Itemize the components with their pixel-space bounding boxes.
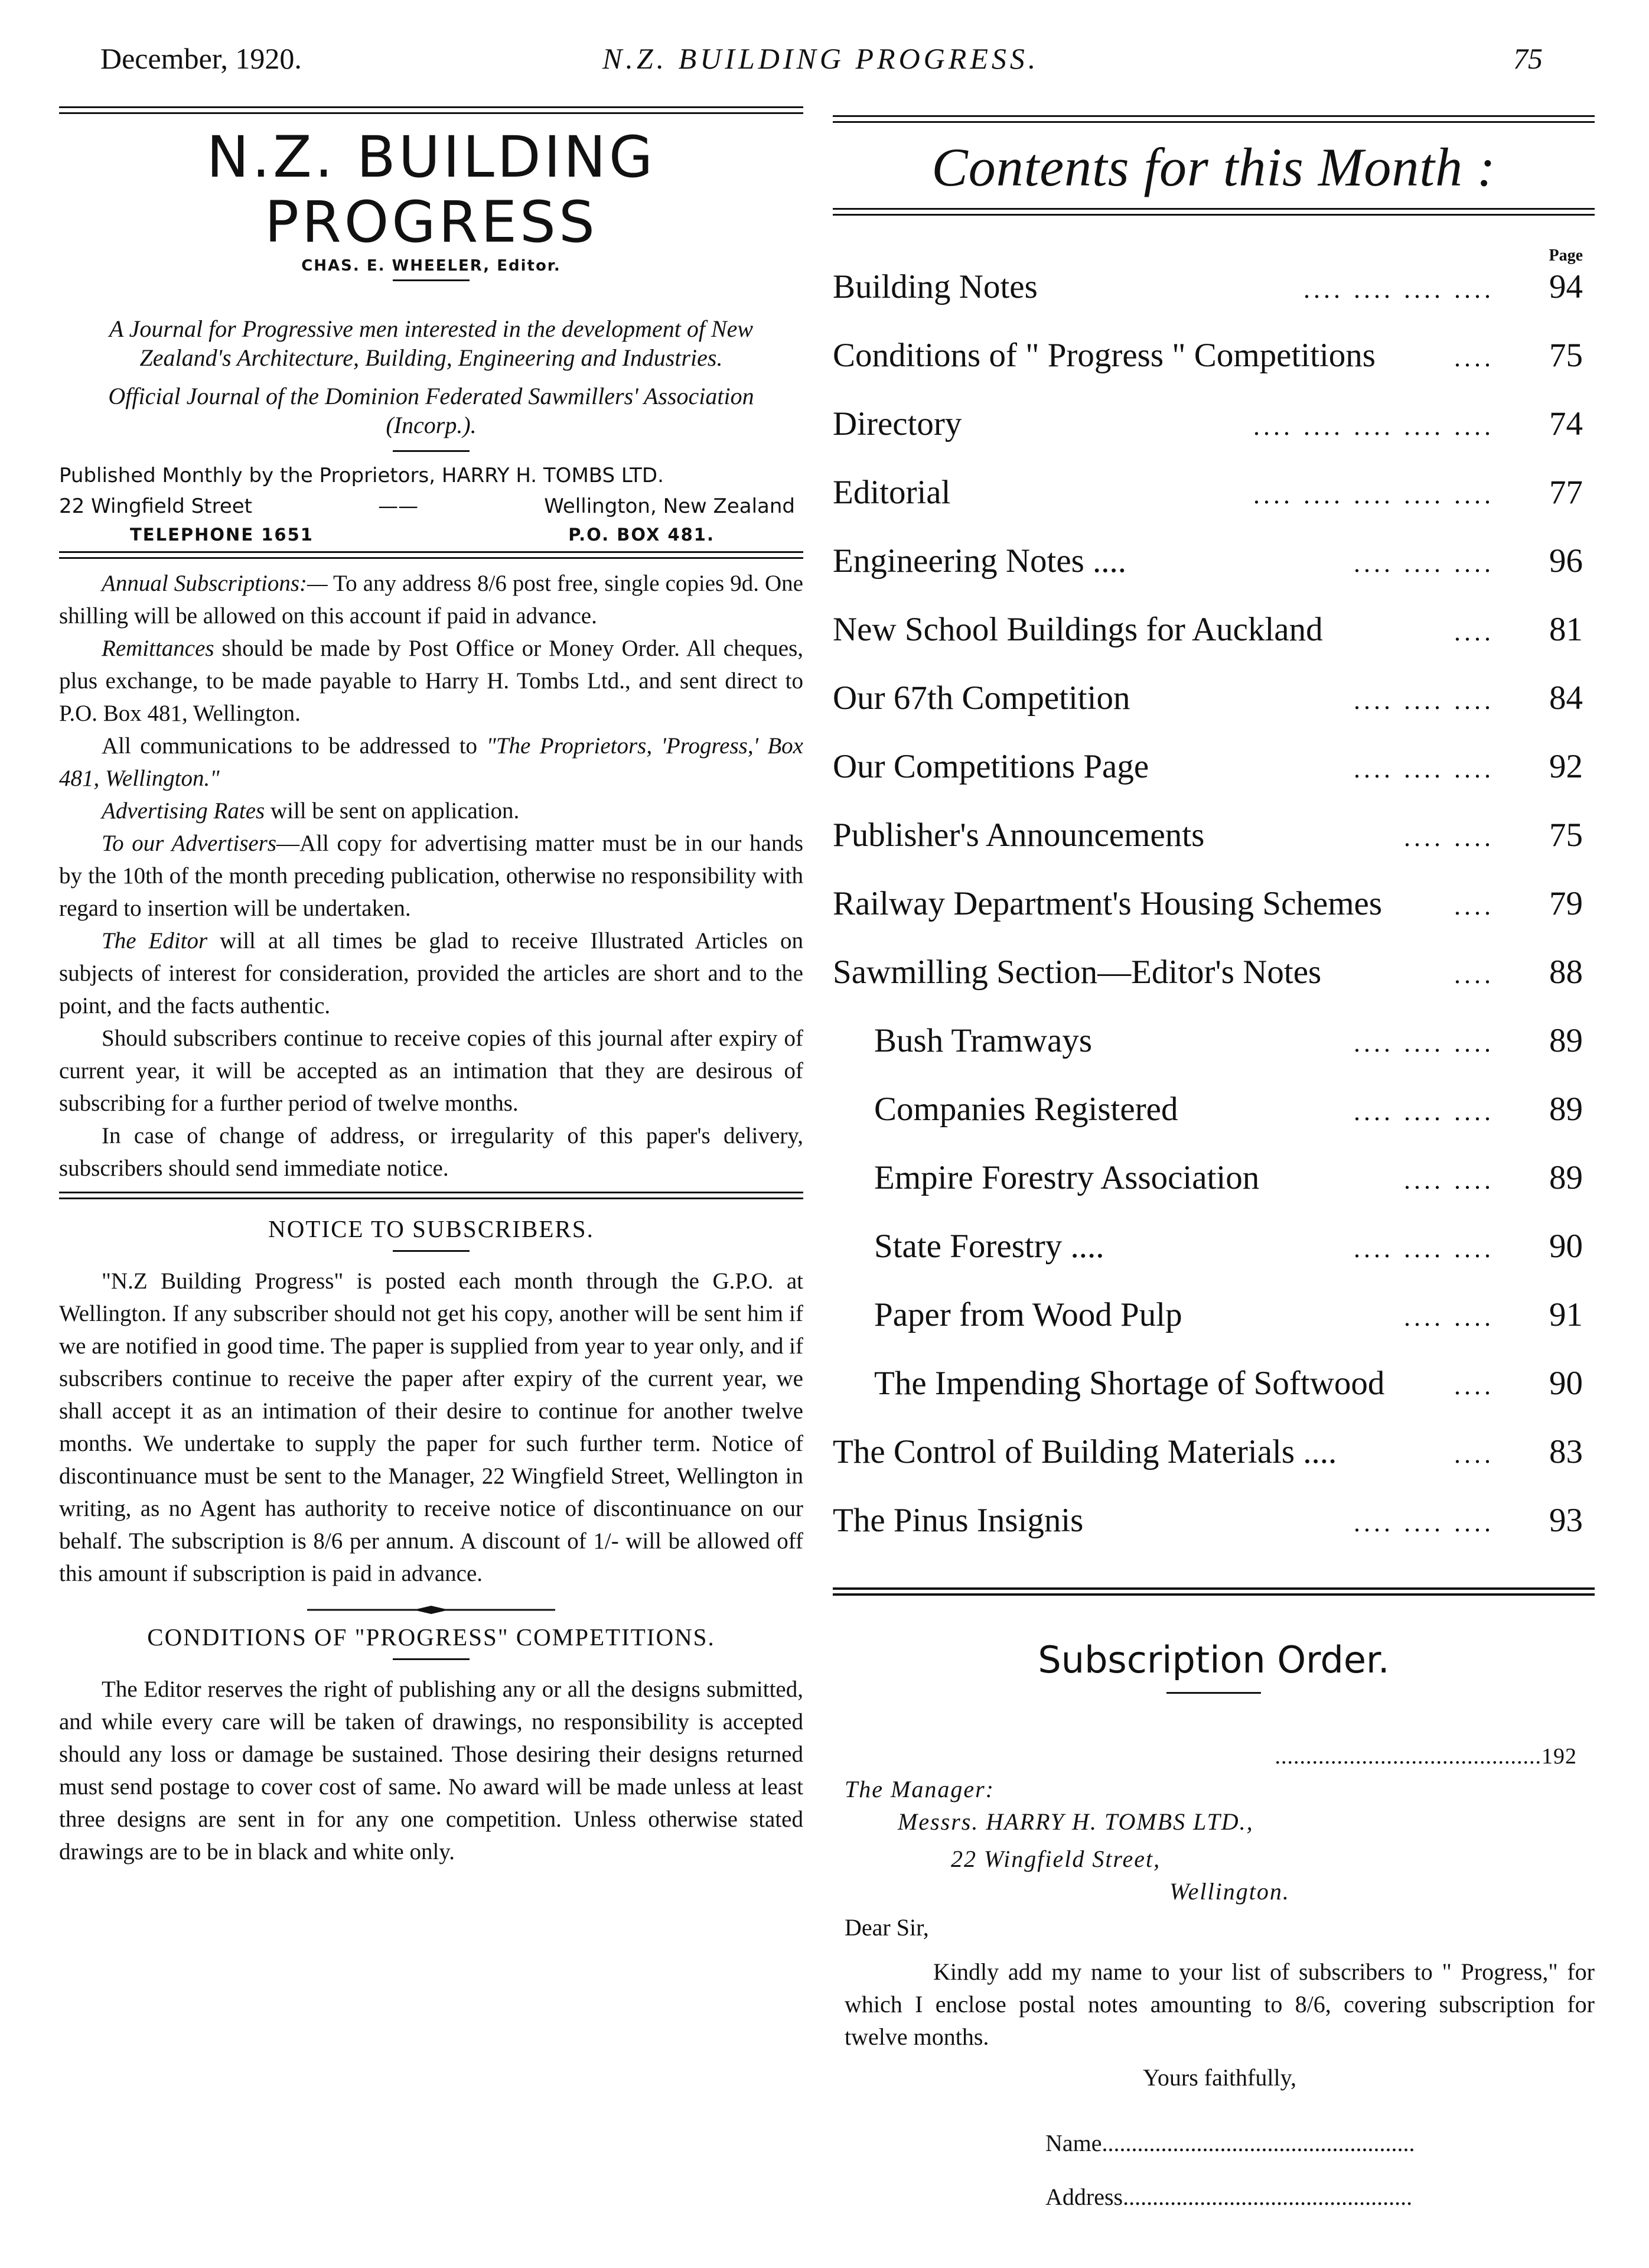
contents-entry-page: 89 (1549, 1022, 1583, 1059)
city-address: Wellington, New Zealand (544, 494, 795, 518)
contents-entry (833, 1433, 1595, 1501)
contents-entry (833, 1296, 1595, 1364)
info-paragraph: Remittances should be made by Post Office or Money Order. All cheques, plus exchange, to be made payable to Harry H. Tombs Ltd., and sent direct to P.O. Box 481, Wellington. (59, 636, 803, 726)
info-paragraph: The Editor will at all times be glad to receive Illustrated Articles on subjects of interest for consideration, provided the articles are short and to the point, and the facts authentic. (59, 928, 804, 1019)
contents-entry-label: State Forestry .... (874, 1228, 1104, 1265)
notice-body (59, 1265, 803, 1590)
contents-entry-label: Railway Department's Housing Schemes (833, 885, 1383, 922)
firm-line: Messrs. HARRY H. TOMBS LTD., (898, 1808, 1254, 1835)
contents-entry-page: 83 (1549, 1433, 1583, 1470)
contents-entry (833, 1364, 1595, 1433)
contents-entry-page: 74 (1549, 405, 1583, 442)
info-paragraph: All communications to be addressed to "The Proprietors, 'Progress,' Box 481, Wellington." (59, 733, 803, 791)
contents-entry-label: The Control of Building Materials .... (833, 1433, 1337, 1470)
contents-entry (833, 1159, 1595, 1227)
published-by: Published Monthly by the Proprietors, HARRY H. TOMBS LTD. (59, 464, 664, 487)
issue-date: December, 1920. (100, 42, 302, 75)
contents-entry (833, 884, 1595, 953)
info-paragraph: Advertising Rates will be sent on application. (102, 798, 520, 824)
street-address: 22 Wingfield Street (59, 494, 253, 518)
contents-entry-page: 77 (1549, 474, 1583, 511)
contents-entry-label: Directory (833, 405, 962, 442)
contents-entry-label: Building Notes (833, 268, 1038, 305)
contents-entry-page: 88 (1549, 954, 1583, 991)
contents-entry-label: The Impending Shortage of Softwood (874, 1365, 1385, 1402)
contents-entry-page: 89 (1549, 1159, 1583, 1196)
contents-entry (833, 405, 1595, 473)
short-divider (393, 279, 470, 281)
contents-leader-dots: .... (1454, 617, 1494, 646)
contents-leader-dots: .... (1454, 1440, 1494, 1469)
closing: Yours faithfully, (1142, 2064, 1297, 2091)
contents-entry (833, 542, 1595, 610)
contents-entry-page: 94 (1549, 268, 1583, 305)
contents-entry-page: 91 (1549, 1296, 1583, 1333)
short-divider (393, 450, 470, 452)
name-field[interactable]: Name..................................................... (1045, 2130, 1415, 2156)
salutation: Dear Sir, (845, 1914, 929, 1941)
short-divider (1166, 1692, 1261, 1694)
contents-entry-page: 90 (1549, 1228, 1583, 1265)
contents-entry-label: Companies Registered (874, 1091, 1178, 1128)
contents-entry (833, 1090, 1595, 1159)
order-body: Kindly add my name to your list of subscribers to " Progress," for which I enclose postal notes amounting to 8/6, covering subscription for twelve months. (845, 1958, 1595, 2050)
contents-entry-page: 93 (1549, 1502, 1583, 1539)
contents-entry-page: 81 (1549, 611, 1583, 648)
contents-entry-label: Our Competitions Page (833, 748, 1149, 785)
ornament-divider (307, 1604, 555, 1616)
contents-entry-label: Conditions of " Progress " Competitions (833, 337, 1376, 374)
contents-leader-dots: .... (1454, 343, 1494, 372)
short-divider (393, 1658, 470, 1660)
masthead-editor: CHAS. E. WHEELER, Editor. (301, 257, 561, 275)
right-column (833, 115, 1595, 2211)
contents-entry (833, 610, 1595, 679)
contents-leader-dots: .... .... .... (1354, 686, 1494, 715)
contents-leader-dots: .... .... .... (1354, 549, 1494, 578)
contents-entry (833, 336, 1595, 405)
notice-text: "N.Z Building Progress" is posted each month through the G.P.O. at Wellington. If any subscriber should not get his copy, another will be sent him if we are notified in good time. The paper is supplied from year to year only, and if subscribers continue to receive the paper after expiry of the current year, we shall accept it as an intimation of their desire to continue for another twelve months. We undertake to supply the paper for such further term. Notice of discontinuance must be sent to the Manager, 22 Wingfield Street, Wellington in writing, as no Agent has authority to receive notice of discontinuance on our behalf. The subscription is 8/6 per annum. A discount of 1/- will be allowed off this amount if subscription is paid in advance. (59, 1268, 803, 1586)
publisher-address (59, 491, 803, 522)
contents-entry-label: Engineering Notes .... (833, 542, 1127, 580)
contents-leader-dots: .... .... .... (1354, 1097, 1494, 1126)
contents-entry (833, 679, 1595, 747)
subscription-info (59, 567, 803, 1185)
contents-entry (833, 1501, 1595, 1570)
info-paragraph: Should subscribers continue to receive copies of this journal after expiry of current year, it will be accepted as an intimation that they are desirous of subscribing for a further period of twelve months. (59, 1026, 803, 1116)
po-box: P.O. BOX 481. (568, 525, 715, 545)
contents-entry-label: Bush Tramways (874, 1022, 1092, 1059)
contents-entry-label: Paper from Wood Pulp (874, 1296, 1182, 1333)
contents-entry-page: 75 (1549, 816, 1583, 854)
address-dash: —— (378, 494, 419, 518)
contents-entry-page: 79 (1549, 885, 1583, 922)
order-address-block (833, 1773, 1595, 2094)
page-column-label: Page (1549, 246, 1583, 265)
conditions-heading: CONDITIONS OF "PROGRESS" COMPETITIONS. (147, 1623, 715, 1651)
contents-entry-page: 84 (1549, 679, 1583, 717)
contents-leader-dots: .... .... .... (1354, 754, 1494, 783)
info-paragraph: To our Advertisers—All copy for advertising matter must be in our hands by the 10th of the month preceding publication, otherwise no responsibility with regard to insertion will be undertaken. (59, 831, 803, 921)
contents-leader-dots: .... .... .... .... .... (1253, 412, 1494, 441)
contents-leader-dots: .... .... (1404, 1166, 1494, 1195)
info-paragraph: In case of change of address, or irregularity of this paper's delivery, subscribers should send immediate notice. (59, 1123, 803, 1181)
contents-leader-dots: .... .... .... (1354, 1508, 1494, 1537)
contents-entry-label: Empire Forestry Association (874, 1159, 1260, 1196)
contents-leader-dots: .... .... (1404, 1303, 1494, 1332)
info-paragraph: Annual Subscriptions:— To any address 8/6 post free, single copies 9d. One shilling will be allowed on this account if paid in advance. (59, 571, 803, 629)
contents-entry (833, 953, 1595, 1021)
contents-entry-label: Publisher's Announcements (833, 816, 1205, 854)
masthead-bottom-rule (59, 551, 803, 559)
masthead-top-rule (59, 106, 803, 114)
contents-entry-page: 90 (1549, 1365, 1583, 1402)
contents-entry-page: 89 (1549, 1091, 1583, 1128)
street-line: 22 Wingfield Street, (951, 1846, 1161, 1872)
contents-entry (833, 1021, 1595, 1090)
contents-entry (833, 268, 1595, 336)
contents-leader-dots: .... .... .... (1354, 1029, 1494, 1057)
order-date-line: ...........................................192 (1275, 1744, 1577, 1769)
contents-entry-label: New School Buildings for Auckland (833, 611, 1323, 648)
contents-entry (833, 816, 1595, 884)
masthead-official: Official Journal of the Dominion Federated Sawmillers' Association (Incorp.). (108, 383, 754, 438)
contents-entry-page: 75 (1549, 337, 1583, 374)
contents-leader-dots: .... .... .... .... .... (1253, 480, 1494, 509)
contact-row (59, 522, 803, 548)
contents-leader-dots: .... (1454, 891, 1494, 920)
contents-entry-label: Editorial (833, 474, 951, 511)
contents-title: Contents for this Month : (931, 137, 1496, 197)
manager-line: The Manager: (845, 1776, 995, 1802)
conditions-text: The Editor reserves the right of publishing any or all the designs submitted, and while every care will be taken of drawings, no responsibility is accepted should any loss or damage be sustained. Those desiring their designs returned must send postage to cover cost of same. No award will be made unless at least three designs are sent in for any one competition. Unless otherwise stated drawings are to be in black and white only. (59, 1677, 803, 1864)
contents-leader-dots: .... .... .... (1354, 1234, 1494, 1263)
publisher-block (59, 460, 803, 548)
contents-leader-dots: .... .... (1404, 823, 1494, 852)
contents-top-rule (833, 115, 1595, 123)
city-line: Wellington. (1169, 1878, 1290, 1905)
contents-entry-label: The Pinus Insignis (833, 1502, 1084, 1539)
contents-entry-label: Sawmilling Section—Editor's Notes (833, 954, 1322, 991)
contents-entry-page: 92 (1549, 748, 1583, 785)
contents-leader-dots: .... (1454, 1371, 1494, 1400)
contents-entry (833, 1227, 1595, 1296)
short-divider (393, 1250, 470, 1252)
notice-heading: NOTICE TO SUBSCRIBERS. (268, 1215, 594, 1242)
contents-entry (833, 473, 1595, 542)
address-field[interactable]: Address................................................. (1045, 2184, 1413, 2210)
running-title: N.Z. BUILDING PROGRESS. (602, 42, 1039, 75)
contents-entry-label: Our 67th Competition (833, 679, 1130, 717)
left-column (59, 106, 803, 1868)
contents-entry (833, 747, 1595, 816)
page-number: 75 (1513, 42, 1543, 75)
running-header (35, 41, 1614, 89)
contents-leader-dots: .... (1454, 960, 1494, 989)
table-of-contents (833, 268, 1595, 1570)
telephone: TELEPHONE 1651 (130, 525, 314, 545)
conditions-body (59, 1673, 803, 1868)
contents-title-rule (833, 208, 1595, 216)
subscription-title: Subscription Order. (1038, 1638, 1390, 1681)
section-rule (59, 1192, 803, 1199)
contents-leader-dots: .... .... .... .... (1303, 275, 1494, 304)
masthead-description: A Journal for Progressive men interested in the development of New Zealand's Architecture, Building, Engineering and Industries. (109, 315, 754, 371)
masthead-title: N.Z. BUILDING PROGRESS (206, 124, 656, 255)
contents-entry-page: 96 (1549, 542, 1583, 580)
contents-bottom-rule (833, 1587, 1595, 1596)
